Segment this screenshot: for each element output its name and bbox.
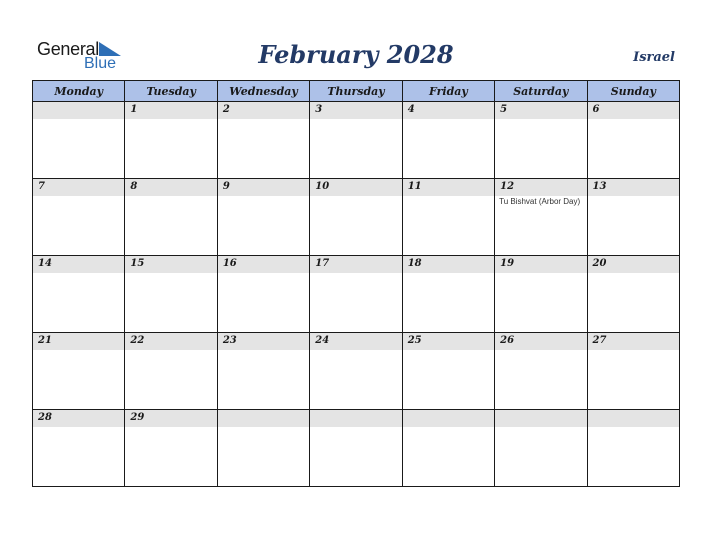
day-number: 6 [592, 104, 600, 115]
day-cell [310, 410, 402, 487]
day-number: 11 [407, 181, 422, 192]
day-number-bar [218, 256, 309, 273]
country-label: Israel [633, 50, 675, 65]
day-cell [402, 179, 494, 256]
day-number-bar [125, 256, 216, 273]
day-cell [587, 256, 679, 333]
day-number-bar [310, 410, 401, 427]
day-number: 19 [500, 258, 515, 269]
day-cell [217, 102, 309, 179]
day-cell [217, 256, 309, 333]
day-number-bar [218, 410, 309, 427]
weekday-header: Monday [33, 81, 125, 102]
day-cell [33, 410, 125, 487]
weekday-header: Friday [402, 81, 494, 102]
day-number: 7 [38, 181, 45, 192]
day-number-bar [403, 333, 494, 350]
day-number-bar [495, 102, 586, 119]
day-number: 28 [38, 412, 52, 423]
logo-general-text: General [37, 39, 99, 59]
day-number-bar [310, 102, 401, 119]
day-cell [587, 410, 679, 487]
day-number-bar [310, 256, 401, 273]
day-number: 18 [407, 258, 422, 269]
day-number-bar [588, 333, 679, 350]
day-number: 15 [130, 258, 145, 269]
day-cell [402, 102, 494, 179]
day-number: 13 [592, 181, 607, 192]
day-number-bar [495, 333, 586, 350]
day-number-bar [403, 102, 494, 119]
day-number: 21 [38, 335, 52, 346]
day-number-bar [495, 179, 586, 196]
day-number: 3 [315, 104, 323, 115]
day-cell [33, 333, 125, 410]
day-cell [310, 102, 402, 179]
day-number-bar [33, 256, 124, 273]
day-cell [310, 256, 402, 333]
day-cell [310, 179, 402, 256]
day-cell [495, 410, 587, 487]
day-number-bar [495, 256, 586, 273]
day-number-bar [33, 179, 124, 196]
day-number-bar [588, 410, 679, 427]
day-number-bar [310, 333, 401, 350]
day-cell [495, 256, 587, 333]
day-cell [495, 102, 587, 179]
day-cell [125, 410, 217, 487]
day-number-bar [33, 102, 124, 119]
day-number: 2 [222, 104, 230, 115]
day-number: 29 [130, 412, 145, 423]
weekday-header-row [33, 81, 680, 102]
day-cell [495, 179, 587, 256]
day-number: 25 [407, 335, 422, 346]
day-number-bar [218, 179, 309, 196]
day-number: 1 [130, 104, 138, 115]
week-row [33, 333, 680, 410]
day-cell [587, 102, 679, 179]
day-cell [402, 333, 494, 410]
day-number: 27 [592, 335, 607, 346]
day-number-bar [218, 333, 309, 350]
day-number-bar [588, 256, 679, 273]
day-number-bar [588, 179, 679, 196]
day-number-bar [125, 410, 216, 427]
day-number: 17 [315, 258, 330, 269]
day-number-bar [403, 410, 494, 427]
day-number: 4 [407, 104, 415, 115]
day-number-bar [310, 179, 401, 196]
day-number: 14 [38, 258, 52, 269]
day-cell [495, 333, 587, 410]
day-cell [217, 179, 309, 256]
day-cell [33, 102, 125, 179]
day-cell [125, 256, 217, 333]
day-number-bar [218, 102, 309, 119]
day-number: 22 [130, 335, 145, 346]
day-number: 23 [222, 335, 237, 346]
day-number-bar [33, 333, 124, 350]
day-cell [33, 256, 125, 333]
day-number: 26 [500, 335, 515, 346]
day-number: 9 [222, 181, 230, 192]
day-cell [217, 333, 309, 410]
weekday-header: Sunday [587, 81, 679, 102]
day-number-bar [33, 410, 124, 427]
weekday-header: Tuesday [125, 81, 217, 102]
day-number: 10 [315, 181, 330, 192]
week-row [33, 102, 680, 179]
day-cell [125, 179, 217, 256]
day-cell [310, 333, 402, 410]
day-number: 20 [592, 258, 607, 269]
day-number: 5 [500, 104, 508, 115]
day-number: 16 [222, 258, 237, 269]
day-number: 24 [315, 335, 330, 346]
day-cell [125, 102, 217, 179]
day-number-bar [125, 102, 216, 119]
day-cell [33, 179, 125, 256]
weekday-header: Saturday [495, 81, 587, 102]
day-number: 12 [500, 181, 515, 192]
day-cell [587, 333, 679, 410]
weekday-header: Thursday [310, 81, 402, 102]
day-cell [217, 410, 309, 487]
weekday-header: Wednesday [217, 81, 309, 102]
day-cell [125, 333, 217, 410]
week-row [33, 179, 680, 256]
day-number-bar [588, 102, 679, 119]
week-row [33, 410, 680, 487]
day-cell [402, 410, 494, 487]
logo-blue-text: Blue [84, 55, 117, 72]
day-number-bar [403, 256, 494, 273]
day-number-bar [403, 179, 494, 196]
holiday-event: Tu Bishvat (Arbor Day) [499, 197, 581, 206]
calendar-grid [32, 80, 680, 487]
day-number-bar [125, 333, 216, 350]
day-cell [402, 256, 494, 333]
day-cell [587, 179, 679, 256]
day-number: 8 [130, 181, 138, 192]
day-number-bar [495, 410, 586, 427]
page-title: February 2028 [258, 40, 454, 69]
week-row [33, 256, 680, 333]
day-number-bar [125, 179, 216, 196]
